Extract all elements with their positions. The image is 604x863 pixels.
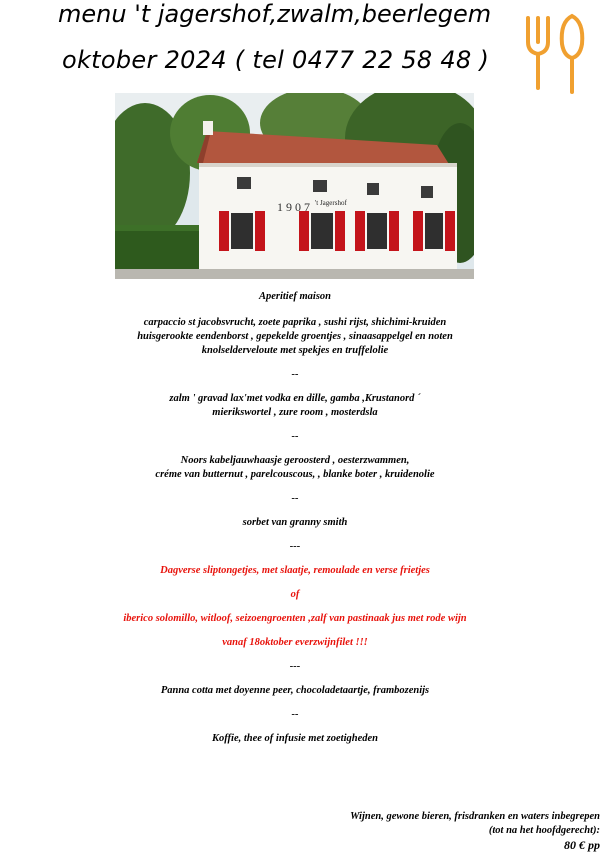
course-1-line-1: carpaccio st jacobsvrucht, zoete paprika , sushi rijst, shichimi-kruiden [143,317,447,328]
course-3-line-2: créme van butternut , parelcouscous, , blanke boter , kruidenolie [155,469,435,480]
separator: -- [291,493,299,504]
separator: --- [289,661,301,672]
coffee: Koffie, thee of infusie met zoetigheden [211,733,379,744]
dessert: Panna cotta met doyenne peer, chocoladetaartje, frambozenijs [160,685,430,696]
aperitief: Aperitief maison [258,291,332,302]
sorbet: sorbet van granny smith [242,517,348,528]
main-note: vanaf 18oktober everzwijnfilet !!! [222,637,368,648]
main-option-1: Dagverse sliptongetjes, met slaatje, remoulade en verse frietjes [160,565,430,576]
separator: -- [291,431,299,442]
menu-title: menu 't jagershof,zwalm,beerlegem [58,0,492,28]
separator: --- [289,541,301,552]
menu-body [0,290,590,746]
separator: -- [291,369,299,380]
building-sign: 't Jagershof [315,199,347,207]
building-year: 1 9 0 7 [277,200,310,214]
inclusions-note: Wijnen, gewone bieren, frisdranken en waters inbegrepen [350,811,600,822]
course-1-line-2: huisgerookte eendenborst , gepekelde groentjes , sinaasappelgel en noten [137,331,453,342]
menu-footer [350,810,600,852]
price: 80 € pp [564,838,600,852]
inclusions-scope: (tot na het hoofdgerecht): [488,825,600,836]
main-or: of [290,589,300,600]
restaurant-photo [115,93,474,279]
menu-subtitle: oktober 2024 ( tel 0477 22 58 48 ) [62,46,490,74]
course-3-line-1: Noors kabeljauwhaasje geroosterd , oesterzwammen, [180,455,410,466]
course-2-line-2: mierikswortel , zure room , mosterdsla [212,407,378,418]
fork-and-spoon-icon [520,8,592,96]
course-1-line-3: knolselderveloute met spekjes en truffelolie [201,345,389,356]
separator: -- [291,709,299,720]
course-2-line-1: zalm ' gravad lax'met vodka en dille, gamba ,Krustanord ´ [169,393,421,404]
main-option-2: iberico solomillo, witloof, seizoengroenten ,zalf van pastinaak jus met rode wijn [123,613,467,624]
